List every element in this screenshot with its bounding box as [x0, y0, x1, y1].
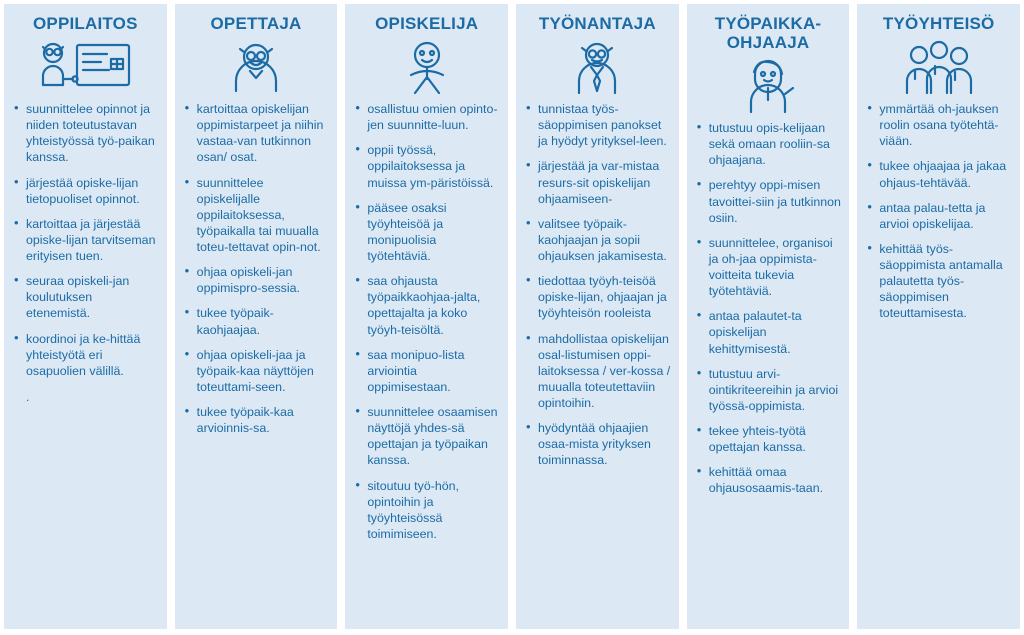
student-icon — [345, 37, 508, 99]
list-item: • saa ohjausta työpaikkaohjaa-jalta, opettajalta ja koko työyh-teisöltä. — [355, 273, 500, 338]
column-bullet-list — [687, 120, 850, 506]
role-column — [4, 4, 167, 629]
column-title: TYÖPAIKKA-OHJAAJA — [714, 14, 822, 53]
list-item: • tukee työpaik-kaa arvioinnis-sa. — [185, 404, 330, 436]
list-item: • tukee työpaik-kaohjaajaa. — [185, 305, 330, 337]
list-item: • kartoittaa ja järjestää opiske-lijan tarvitseman erityisen tuen. — [14, 216, 159, 264]
employer-suit-icon — [516, 37, 679, 99]
role-column — [175, 4, 338, 629]
list-item: • järjestää ja var-mistaa resurs-sit opiskelijan ohjaamiseen- — [526, 158, 671, 206]
list-item: • oppii työssä, oppilaitoksessa ja muissa ym-päristöissä. — [355, 142, 500, 190]
list-item: • osallistuu omien opinto-jen suunnitte-luun. — [355, 101, 500, 133]
role-column — [857, 4, 1020, 629]
teacher-face-icon — [175, 37, 338, 99]
list-item: • suunnittelee osaamisen näyttöjä yhdes-sä opettajan ja työpaikan kanssa. — [355, 404, 500, 469]
list-item: • suunnittelee, organisoi ja oh-jaa oppimista-voitteita tukevia työtehtäviä. — [697, 235, 842, 300]
column-bullet-list — [4, 101, 167, 388]
work-community-group-icon — [857, 37, 1020, 99]
column-title: OPPILAITOS — [33, 14, 138, 33]
list-item: • tutustuu arvi-ointikriteereihin ja arvioi työssä-oppimista. — [697, 366, 842, 414]
role-column — [516, 4, 679, 629]
column-title: TYÖYHTEISÖ — [882, 14, 995, 33]
role-column — [345, 4, 508, 629]
list-item: • ymmärtää oh-jauksen roolin osana työtehtä-viään. — [867, 101, 1012, 149]
list-item: • koordinoi ja ke-hittää yhteistyötä eri osapuolien välillä. — [14, 331, 159, 379]
column-bullet-list — [516, 101, 679, 478]
list-item: • perehtyy oppi-misen tavoittei-siin ja tutkinnon osiin. — [697, 177, 842, 225]
list-item: • tiedottaa työyh-teisöä opiske-lijan, ohjaajan ja työyhteisön rooleista — [526, 273, 671, 321]
list-item: • kehittää omaa ohjausosaamis-taan. — [697, 464, 842, 496]
list-item: • pääsee osaksi työyhteisöä ja monipuolisia työtehtäviä. — [355, 200, 500, 265]
column-bullet-list — [175, 101, 338, 445]
list-item: • mahdollistaa opiskelijan osal-listumisen oppi-laitoksessa / ver-kossa / muualla toteutettaviin opintoihin. — [526, 331, 671, 412]
list-item: • antaa palau-tetta ja arvioi opiskelijaa. — [867, 200, 1012, 232]
list-item: • suunnittelee opinnot ja niiden toteutustavan yhteistyössä työ-paikan kanssa. — [14, 101, 159, 166]
list-item: • tutustuu opis-kelijaan sekä omaan rooliin-sa ohjaajana. — [697, 120, 842, 168]
list-item: • kartoittaa opiskelijan oppimistarpeet ja niihin vastaa-van tutkinnon osan/ osat. — [185, 101, 330, 166]
role-column — [687, 4, 850, 629]
list-item: • ohjaa opiskeli-jaa ja työpaik-kaa näyttöjen toteuttami-seen. — [185, 347, 330, 395]
list-item: • hyödyntää ohjaajien osaa-mista yrityksen toiminnassa. — [526, 420, 671, 468]
trailing-text: . — [26, 389, 30, 404]
list-item: • suunnittelee opiskelijalle oppilaitoksessa, työpaikalla tai muualla toteu-tettavat opin-not. — [185, 175, 330, 256]
list-item: • tunnistaa työs-säoppimisen panokset ja hyödyt yrityksel-leen. — [526, 101, 671, 149]
list-item: • järjestää opiske-lijan tietopuoliset opinnot. — [14, 175, 159, 207]
column-title: OPETTAJA — [210, 14, 302, 33]
column-title: OPISKELIJA — [375, 14, 479, 33]
teacher-whiteboard-icon — [4, 37, 167, 99]
column-bullet-list — [345, 101, 508, 551]
list-item: • tekee yhteis-työtä opettajan kanssa. — [697, 423, 842, 455]
list-item: • seuraa opiskeli-jan koulutuksen etenemistä. — [14, 273, 159, 321]
list-item: • valitsee työpaik-kaohjaajan ja sopii ohjauksen jakamisesta. — [526, 216, 671, 264]
list-item: • tukee ohjaajaa ja jakaa ohjaus-tehtävää. — [867, 158, 1012, 190]
list-item: • sitoutuu työ-hön, opintoihin ja työyhteisössä toimimiseen. — [355, 478, 500, 543]
workplace-instructor-icon — [687, 56, 850, 118]
column-title: TYÖNANTAJA — [538, 14, 656, 33]
list-item: • ohjaa opiskeli-jan oppimispro-sessia. — [185, 264, 330, 296]
column-bullet-list — [857, 101, 1020, 331]
list-item: • antaa palautet-ta opiskelijan kehittymisestä. — [697, 308, 842, 356]
list-item: • kehittää työs-säoppimista antamalla palautetta työs-säoppimisen toteuttamisesta. — [867, 241, 1012, 322]
list-item: • saa monipuo-lista arviointia oppimisestaan. — [355, 347, 500, 395]
